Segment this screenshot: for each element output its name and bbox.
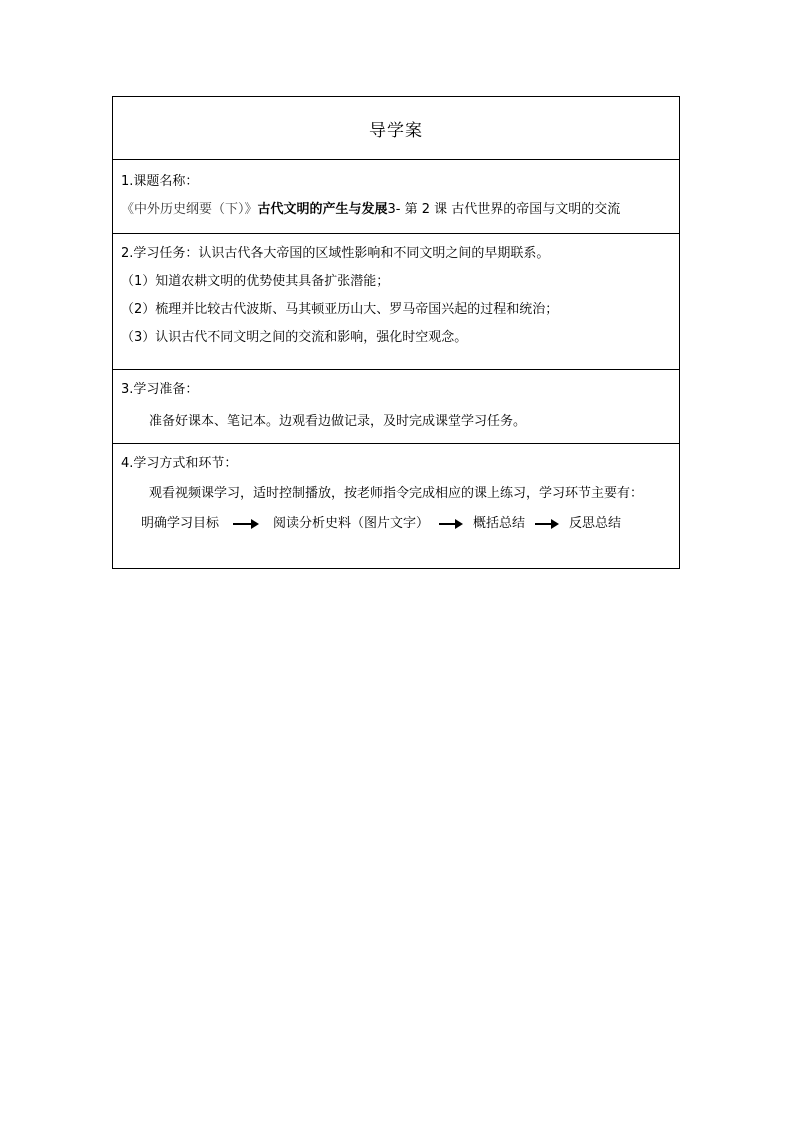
topic-heading: 1.课题名称：: [121, 174, 199, 189]
step-4: 反思总结: [569, 516, 622, 531]
task-item-3: （3）认识古代不同文明之间的交流和影响，强化时空观念。: [121, 330, 468, 345]
step-2: 阅读分析史料（图片文字）: [273, 516, 430, 531]
method-body: 观看视频课学习，适时控制播放，按老师指令完成相应的课上练习，学习环节主要有：: [149, 486, 644, 501]
method-heading: 4.学习方式和环节：: [121, 456, 238, 471]
arrow-right-icon: [439, 519, 463, 529]
arrow-right-icon: [535, 519, 559, 529]
section-tasks: [113, 233, 679, 369]
section-preparation: [113, 369, 679, 443]
task-item-2: （2）梳理并比较古代波斯、马其顿亚历山大、罗马帝国兴起的过程和统治；: [121, 302, 559, 317]
learning-steps-flow: [121, 516, 671, 532]
guide-table: [112, 96, 680, 569]
unit-name: 古代文明的产生与发展: [257, 202, 388, 217]
step-1: 明确学习目标: [141, 516, 220, 531]
preparation-heading: 3.学习准备：: [121, 382, 199, 397]
step-3: 概括总结: [473, 516, 526, 531]
topic-line: [121, 202, 671, 218]
tasks-heading: 2.学习任务：认识古代各大帝国的区域性影响和不同文明之间的早期联系。: [121, 246, 550, 261]
task-item-1: （1）知道农耕文明的优势使其具备扩张潜能；: [121, 274, 390, 289]
title-row: [113, 97, 679, 159]
textbook-name: 《中外历史纲要（下）》: [121, 202, 258, 217]
arrow-right-icon: [233, 519, 259, 529]
lesson-name: 3- 第 2 课 古代世界的帝国与文明的交流: [387, 202, 621, 217]
page-title: 导学案: [369, 120, 423, 141]
preparation-body: 准备好课本、笔记本。边观看边做记录，及时完成课堂学习任务。: [149, 414, 527, 429]
section-method: [113, 443, 679, 568]
section-topic: [113, 159, 679, 233]
